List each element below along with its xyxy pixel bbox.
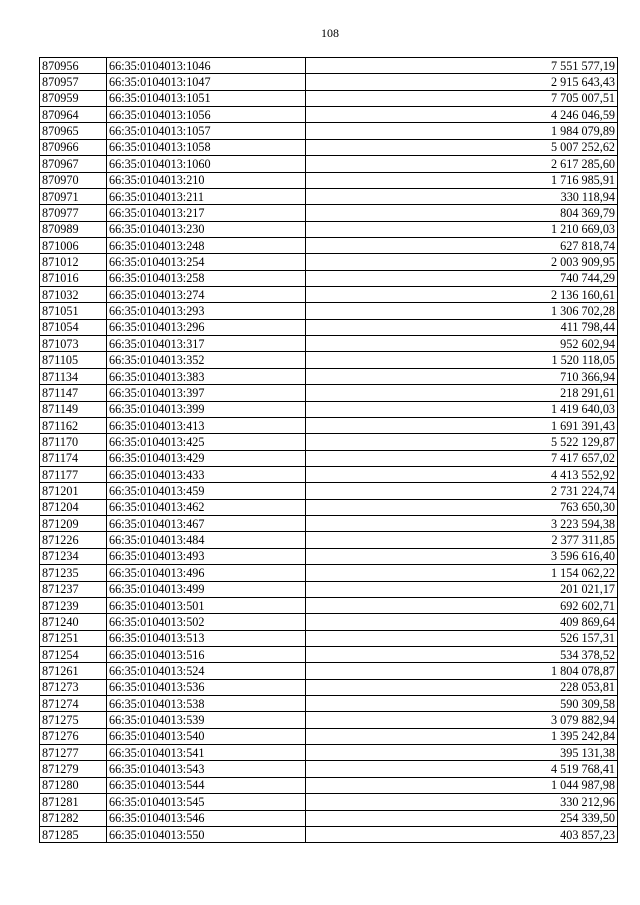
cadastral-value-cell: 7 551 577,19: [306, 58, 618, 74]
cadastral-number-cell: 66:35:0104013:383: [107, 368, 306, 384]
cadastral-value-cell: 403 857,23: [306, 826, 618, 842]
row-number-cell: 871251: [40, 630, 107, 646]
cadastral-value-cell: 740 744,29: [306, 270, 618, 286]
row-number-cell: 870977: [40, 205, 107, 221]
cadastral-value-cell: 3 223 594,38: [306, 516, 618, 532]
cadastral-value-cell: 201 021,17: [306, 581, 618, 597]
row-number-cell: 870964: [40, 107, 107, 123]
table-row: [40, 434, 618, 450]
cadastral-value-cell: 254 339,50: [306, 810, 618, 826]
cadastral-value-cell: 590 309,58: [306, 696, 618, 712]
cadastral-value-cell: 534 378,52: [306, 646, 618, 662]
row-number-cell: 871006: [40, 237, 107, 253]
cadastral-value-cell: 1 419 640,03: [306, 401, 618, 417]
cadastral-number-cell: 66:35:0104013:502: [107, 614, 306, 630]
table-row: [40, 761, 618, 777]
row-number-cell: 871280: [40, 777, 107, 793]
row-number-cell: 871204: [40, 499, 107, 515]
row-number-cell: 871105: [40, 352, 107, 368]
cadastral-number-cell: 66:35:0104013:493: [107, 548, 306, 564]
row-number-cell: 871276: [40, 728, 107, 744]
cadastral-number-cell: 66:35:0104013:1057: [107, 123, 306, 139]
cadastral-number-cell: 66:35:0104013:501: [107, 597, 306, 613]
cadastral-number-cell: 66:35:0104013:258: [107, 270, 306, 286]
cadastral-number-cell: 66:35:0104013:397: [107, 385, 306, 401]
table-row: [40, 646, 618, 662]
cadastral-value-cell: 1 520 118,05: [306, 352, 618, 368]
table-row: [40, 466, 618, 482]
row-number-cell: 870967: [40, 156, 107, 172]
cadastral-number-cell: 66:35:0104013:1051: [107, 90, 306, 106]
row-number-cell: 871274: [40, 696, 107, 712]
cadastral-number-cell: 66:35:0104013:545: [107, 794, 306, 810]
cadastral-value-cell: 2 731 224,74: [306, 483, 618, 499]
row-number-cell: 870965: [40, 123, 107, 139]
row-number-cell: 871054: [40, 319, 107, 335]
cadastral-number-cell: 66:35:0104013:293: [107, 303, 306, 319]
cadastral-number-cell: 66:35:0104013:1047: [107, 74, 306, 90]
cadastral-value-cell: 804 369,79: [306, 205, 618, 221]
cadastral-value-cell: 2 617 285,60: [306, 156, 618, 172]
table-row: [40, 237, 618, 253]
row-number-cell: 871134: [40, 368, 107, 384]
table-row: [40, 499, 618, 515]
cadastral-number-cell: 66:35:0104013:1060: [107, 156, 306, 172]
cadastral-value-cell: 3 079 882,94: [306, 712, 618, 728]
row-number-cell: 870956: [40, 58, 107, 74]
row-number-cell: 871032: [40, 287, 107, 303]
table-row: [40, 385, 618, 401]
row-number-cell: 870989: [40, 221, 107, 237]
page-number: 108: [321, 26, 339, 40]
table-row: [40, 303, 618, 319]
table-row: [40, 368, 618, 384]
cadastral-value-cell: 7 417 657,02: [306, 450, 618, 466]
table-row: [40, 745, 618, 761]
table-row: [40, 287, 618, 303]
table-row: [40, 777, 618, 793]
row-number-cell: 871261: [40, 663, 107, 679]
cadastral-value-cell: 1 395 242,84: [306, 728, 618, 744]
cadastral-number-cell: 66:35:0104013:317: [107, 336, 306, 352]
cadastral-number-cell: 66:35:0104013:538: [107, 696, 306, 712]
cadastral-number-cell: 66:35:0104013:433: [107, 466, 306, 482]
cadastral-number-cell: 66:35:0104013:211: [107, 188, 306, 204]
row-number-cell: 871149: [40, 401, 107, 417]
cadastral-number-cell: 66:35:0104013:536: [107, 679, 306, 695]
cadastral-number-cell: 66:35:0104013:540: [107, 728, 306, 744]
cadastral-number-cell: 66:35:0104013:274: [107, 287, 306, 303]
cadastral-value-cell: 763 650,30: [306, 499, 618, 515]
row-number-cell: 871170: [40, 434, 107, 450]
table-row: [40, 188, 618, 204]
row-number-cell: 871279: [40, 761, 107, 777]
cadastral-number-cell: 66:35:0104013:230: [107, 221, 306, 237]
table-row: [40, 107, 618, 123]
row-number-cell: 871281: [40, 794, 107, 810]
cadastral-value-cell: 330 118,94: [306, 188, 618, 204]
row-number-cell: 871234: [40, 548, 107, 564]
cadastral-value-cell: 2 377 311,85: [306, 532, 618, 548]
cadastral-value-cell: 4 519 768,41: [306, 761, 618, 777]
table-row: [40, 450, 618, 466]
row-number-cell: 870959: [40, 90, 107, 106]
cadastral-value-cell: 627 818,74: [306, 237, 618, 253]
row-number-cell: 871174: [40, 450, 107, 466]
cadastral-number-cell: 66:35:0104013:254: [107, 254, 306, 270]
cadastral-value-cell: 411 798,44: [306, 319, 618, 335]
table-row: [40, 156, 618, 172]
cadastral-value-cell: 2 003 909,95: [306, 254, 618, 270]
cadastral-number-cell: 66:35:0104013:539: [107, 712, 306, 728]
table-row: [40, 630, 618, 646]
row-number-cell: 871277: [40, 745, 107, 761]
row-number-cell: 871016: [40, 270, 107, 286]
cadastral-number-cell: 66:35:0104013:543: [107, 761, 306, 777]
cadastral-number-cell: 66:35:0104013:513: [107, 630, 306, 646]
cadastral-number-cell: 66:35:0104013:496: [107, 565, 306, 581]
cadastral-number-cell: 66:35:0104013:1046: [107, 58, 306, 74]
cadastral-number-cell: 66:35:0104013:296: [107, 319, 306, 335]
cadastral-number-cell: 66:35:0104013:516: [107, 646, 306, 662]
row-number-cell: 871285: [40, 826, 107, 842]
cadastral-value-cell: 395 131,38: [306, 745, 618, 761]
table-row: [40, 663, 618, 679]
cadastral-number-cell: 66:35:0104013:459: [107, 483, 306, 499]
cadastral-number-cell: 66:35:0104013:425: [107, 434, 306, 450]
table-row: [40, 826, 618, 842]
table-row: [40, 270, 618, 286]
table-row: [40, 679, 618, 695]
table-row: [40, 597, 618, 613]
cadastral-value-cell: 5 007 252,62: [306, 139, 618, 155]
row-number-cell: 871201: [40, 483, 107, 499]
cadastral-value-cell: 330 212,96: [306, 794, 618, 810]
table-row: [40, 139, 618, 155]
cadastral-value-cell: 692 602,71: [306, 597, 618, 613]
table-body: [40, 58, 618, 843]
cadastral-value-cell: 952 602,94: [306, 336, 618, 352]
table-row: [40, 352, 618, 368]
row-number-cell: 871226: [40, 532, 107, 548]
cadastral-value-cell: 228 053,81: [306, 679, 618, 695]
cadastral-value-cell: 1 306 702,28: [306, 303, 618, 319]
cadastral-value-cell: 218 291,61: [306, 385, 618, 401]
cadastral-value-cell: 3 596 616,40: [306, 548, 618, 564]
cadastral-value-cell: 1 154 062,22: [306, 565, 618, 581]
table-row: [40, 516, 618, 532]
table-row: [40, 336, 618, 352]
cadastral-number-cell: 66:35:0104013:550: [107, 826, 306, 842]
row-number-cell: 871073: [40, 336, 107, 352]
row-number-cell: 871273: [40, 679, 107, 695]
cadastral-number-cell: 66:35:0104013:541: [107, 745, 306, 761]
row-number-cell: 871012: [40, 254, 107, 270]
table-row: [40, 810, 618, 826]
row-number-cell: 871239: [40, 597, 107, 613]
table-row: [40, 581, 618, 597]
table-row: [40, 483, 618, 499]
cadastral-number-cell: 66:35:0104013:462: [107, 499, 306, 515]
row-number-cell: 871282: [40, 810, 107, 826]
table-row: [40, 794, 618, 810]
row-number-cell: 871237: [40, 581, 107, 597]
cadastral-value-cell: 1 984 079,89: [306, 123, 618, 139]
cadastral-value-cell: 7 705 007,51: [306, 90, 618, 106]
table-row: [40, 254, 618, 270]
row-number-cell: 871254: [40, 646, 107, 662]
table-row: [40, 90, 618, 106]
cadastral-value-table: [39, 57, 618, 843]
cadastral-number-cell: 66:35:0104013:484: [107, 532, 306, 548]
cadastral-value-cell: 526 157,31: [306, 630, 618, 646]
table-row: [40, 401, 618, 417]
cadastral-value-cell: 4 413 552,92: [306, 466, 618, 482]
cadastral-value-cell: 2 915 643,43: [306, 74, 618, 90]
row-number-cell: 870966: [40, 139, 107, 155]
cadastral-value-cell: 710 366,94: [306, 368, 618, 384]
table-row: [40, 205, 618, 221]
table-row: [40, 123, 618, 139]
table-row: [40, 728, 618, 744]
table-row: [40, 319, 618, 335]
cadastral-value-cell: 1 804 078,87: [306, 663, 618, 679]
row-number-cell: 871235: [40, 565, 107, 581]
cadastral-value-cell: 1 691 391,43: [306, 417, 618, 433]
row-number-cell: 871275: [40, 712, 107, 728]
cadastral-number-cell: 66:35:0104013:217: [107, 205, 306, 221]
row-number-cell: 870970: [40, 172, 107, 188]
cadastral-value-cell: 4 246 046,59: [306, 107, 618, 123]
table-row: [40, 565, 618, 581]
cadastral-value-cell: 1 044 987,98: [306, 777, 618, 793]
cadastral-number-cell: 66:35:0104013:248: [107, 237, 306, 253]
cadastral-number-cell: 66:35:0104013:1058: [107, 139, 306, 155]
table-row: [40, 696, 618, 712]
table-row: [40, 172, 618, 188]
table-row: [40, 532, 618, 548]
cadastral-number-cell: 66:35:0104013:429: [107, 450, 306, 466]
table-row: [40, 614, 618, 630]
cadastral-number-cell: 66:35:0104013:352: [107, 352, 306, 368]
cadastral-value-cell: 2 136 160,61: [306, 287, 618, 303]
cadastral-number-cell: 66:35:0104013:467: [107, 516, 306, 532]
table-row: [40, 712, 618, 728]
table-row: [40, 74, 618, 90]
row-number-cell: 871209: [40, 516, 107, 532]
row-number-cell: 871162: [40, 417, 107, 433]
table-row: [40, 417, 618, 433]
row-number-cell: 871177: [40, 466, 107, 482]
cadastral-number-cell: 66:35:0104013:1056: [107, 107, 306, 123]
cadastral-value-cell: 5 522 129,87: [306, 434, 618, 450]
cadastral-number-cell: 66:35:0104013:210: [107, 172, 306, 188]
row-number-cell: 871240: [40, 614, 107, 630]
row-number-cell: 871147: [40, 385, 107, 401]
cadastral-number-cell: 66:35:0104013:413: [107, 417, 306, 433]
row-number-cell: 870957: [40, 74, 107, 90]
cadastral-number-cell: 66:35:0104013:544: [107, 777, 306, 793]
cadastral-number-cell: 66:35:0104013:546: [107, 810, 306, 826]
cadastral-number-cell: 66:35:0104013:499: [107, 581, 306, 597]
cadastral-number-cell: 66:35:0104013:399: [107, 401, 306, 417]
row-number-cell: 871051: [40, 303, 107, 319]
cadastral-value-cell: 1 716 985,91: [306, 172, 618, 188]
table-row: [40, 221, 618, 237]
cadastral-value-cell: 409 869,64: [306, 614, 618, 630]
cadastral-value-cell: 1 210 669,03: [306, 221, 618, 237]
cadastral-number-cell: 66:35:0104013:524: [107, 663, 306, 679]
table-row: [40, 548, 618, 564]
row-number-cell: 870971: [40, 188, 107, 204]
table-row: [40, 58, 618, 74]
